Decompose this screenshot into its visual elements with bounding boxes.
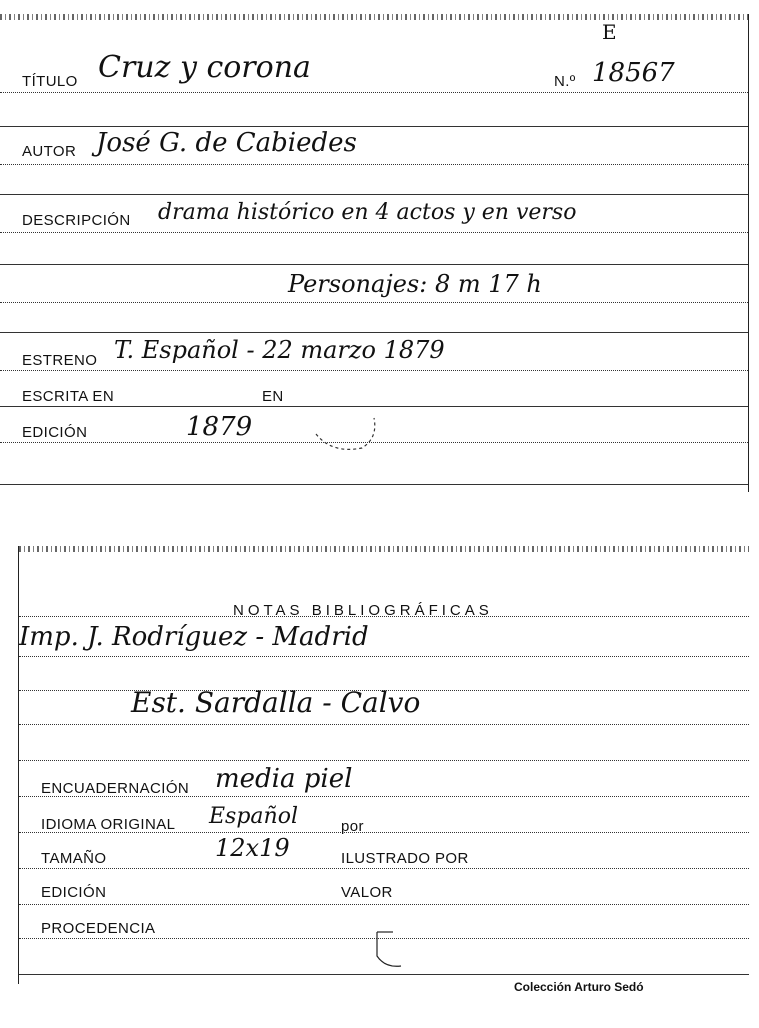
rule (0, 194, 748, 195)
rule (19, 868, 749, 869)
autor-label: AUTOR (22, 143, 77, 160)
torn-edge (0, 14, 748, 20)
note-line-2: Est. Sardalla - Calvo (131, 686, 421, 719)
estreno-label: ESTRENO (22, 352, 98, 369)
ilustrado-label: ILUSTRADO POR (341, 850, 469, 867)
tamano-label: TAMAÑO (41, 850, 107, 867)
stamp-mark (312, 398, 384, 454)
en-label: EN (262, 388, 284, 405)
valor-label: VALOR (341, 884, 393, 901)
rule (0, 232, 748, 233)
autor-value: José G. de Cabiedes (96, 128, 357, 158)
titulo-label: TÍTULO (22, 73, 78, 90)
notas-heading: NOTAS BIBLIOGRÁFICAS (233, 602, 493, 619)
rule (19, 724, 749, 725)
top-mark: E (602, 20, 617, 44)
rule (0, 302, 748, 303)
numero-label: N.º (554, 73, 576, 90)
rule (0, 164, 748, 165)
edicion-label: EDICIÓN (22, 424, 88, 441)
edicion-label-2: EDICIÓN (41, 884, 107, 901)
tamano-value: 12x19 (215, 834, 290, 862)
idioma-label: IDIOMA ORIGINAL (41, 816, 176, 833)
catalog-card-top (0, 14, 749, 492)
descripcion-value: drama histórico en 4 actos y en verso (158, 200, 577, 225)
encuadernacion-value: media piel (215, 764, 353, 794)
rule (19, 974, 749, 975)
descripcion-line2: Personajes: 8 m 17 h (288, 270, 542, 298)
rule (19, 904, 749, 905)
encuadernacion-label: ENCUADERNACIÓN (41, 780, 190, 797)
procedencia-label: PROCEDENCIA (41, 920, 156, 937)
por-label: por (341, 818, 364, 835)
numero-value: 18567 (592, 58, 675, 88)
rule (0, 92, 748, 93)
estreno-value: T. Español - 22 marzo 1879 (114, 336, 445, 364)
rule (0, 126, 748, 127)
idioma-value: Español (209, 804, 298, 829)
descripcion-label: DESCRIPCIÓN (22, 212, 131, 229)
note-line-1: Imp. J. Rodríguez - Madrid (19, 622, 369, 652)
escrita-en-label: ESCRITA EN (22, 388, 115, 405)
titulo-value: Cruz y corona (98, 50, 311, 85)
rule (0, 370, 748, 371)
rule (0, 332, 748, 333)
rule (0, 484, 748, 485)
rule (0, 264, 748, 265)
rule (19, 656, 749, 657)
rule (19, 760, 749, 761)
torn-edge (19, 546, 749, 552)
catalog-card-bottom (18, 546, 749, 984)
edicion-value: 1879 (186, 412, 253, 442)
coleccion-label: Colección Arturo Sedó (514, 980, 644, 994)
stamp-mark (371, 926, 411, 972)
